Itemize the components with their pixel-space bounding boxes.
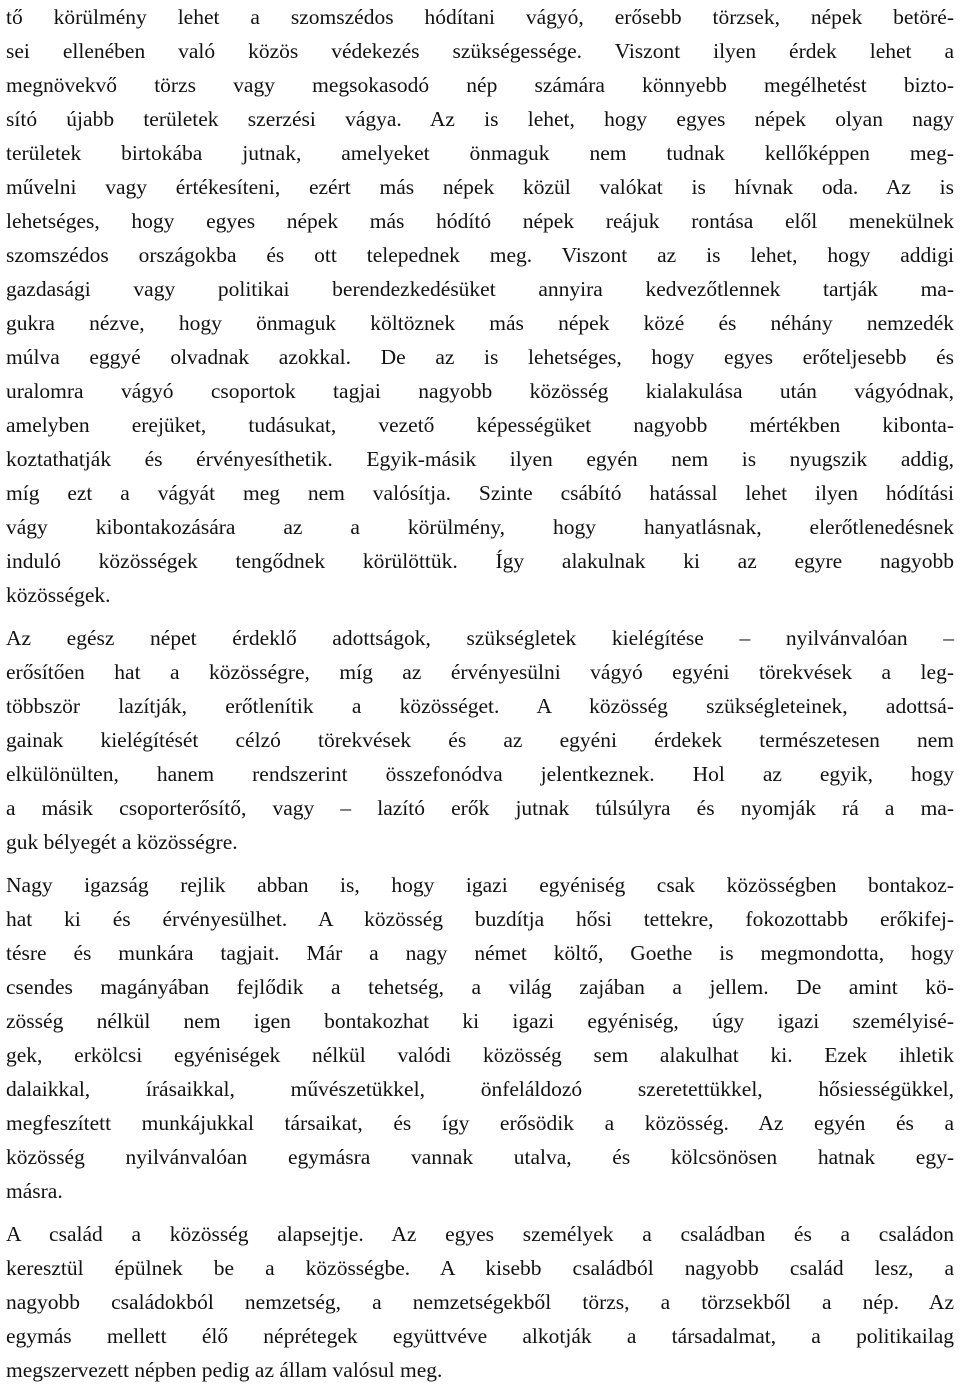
text-line: uralomra vágyó csoportok tagjai nagyobb közösség kialakulása után vágyódnak, bbox=[6, 379, 954, 403]
paragraph-spacing bbox=[6, 612, 954, 621]
text-line: Nagy igazság rejlik abban is, hogy igazi egyéniség csak közösségben bontakoz- bbox=[6, 873, 954, 897]
paragraph-spacing bbox=[6, 859, 954, 868]
text-line: koztathatják és érvényesíthetik. Egyik-másik ilyen egyén nem is nyugszik addig, bbox=[6, 447, 954, 471]
text-line: közösség nyilvánvalóan egymásra vannak utalva, és kölcsönösen hatnak egy- bbox=[6, 1145, 954, 1169]
text-line: A család a közösség alapsejtje. Az egyes személyek a családban és a családon bbox=[6, 1222, 954, 1246]
paragraph-1 bbox=[6, 0, 954, 612]
text-line: zösség nélkül nem igen bontakozhat ki igazi egyéniség, úgy igazi személyisé- bbox=[6, 1009, 954, 1033]
text-line: megnövekvő törzs vagy megsokasodó nép számára könnyebb megélhetést bizto- bbox=[6, 73, 954, 97]
text-line: sító újabb területek szerzési vágya. Az is lehet, hogy egyes népek olyan nagy bbox=[6, 107, 954, 131]
paragraph-spacing bbox=[6, 1208, 954, 1217]
text-line: többször lazítják, erőtlenítik a közösséget. A közösség szükségleteinek, adottsá- bbox=[6, 694, 954, 718]
text-line: keresztül épülnek be a közösségbe. A kisebb családból nagyobb család lesz, a bbox=[6, 1256, 954, 1280]
text-line: dalaikkal, írásaikkal, művészetükkel, önfeláldozó szeretettükkel, hősiességükkel, bbox=[6, 1077, 954, 1101]
text-line: tésre és munkára tagjait. Már a nagy német költő, Goethe is megmondotta, hogy bbox=[6, 941, 954, 965]
text-line: gukra nézve, hogy önmaguk költöznek más népek közé és néhány nemzedék bbox=[6, 311, 954, 335]
text-line: elkülönülten, hanem rendszerint összefonódva jelentkeznek. Hol az egyik, hogy bbox=[6, 762, 954, 786]
text-line: másra. bbox=[6, 1179, 63, 1203]
text-line: területek birtokába jutnak, amelyeket önmaguk nem tudnak kellőképpen meg- bbox=[6, 141, 954, 165]
text-line: gainak kielégítését célzó törekvések és az egyéni érdekek természetesen nem bbox=[6, 728, 954, 752]
text-line: szomszédos országokba és ott telepednek meg. Viszont az is lehet, hogy addigi bbox=[6, 243, 954, 267]
text-line: hat ki és érvényesülhet. A közösség buzdítja hősi tettekre, fokozottabb erőkifej- bbox=[6, 907, 954, 931]
text-line: vágy kibontakozására az a körülmény, hogy hanyatlásnak, elerőtlenedésnek bbox=[6, 515, 954, 539]
text-line: guk bélyegét a közösségre. bbox=[6, 830, 238, 854]
text-line: induló közösségek tengődnek körülöttük. Így alakulnak ki az egyre nagyobb bbox=[6, 549, 954, 573]
text-line: lehetséges, hogy egyes népek más hódító népek reájuk rontása elől menekülnek bbox=[6, 209, 954, 233]
text-line: egymás mellett élő néprétegek együttvéve alkotják a társadalmat, a politikailag bbox=[6, 1324, 954, 1348]
text-line: tő körülmény lehet a szomszédos hódítani vágyó, erősebb törzsek, népek betöré- bbox=[6, 5, 954, 29]
text-line: megszervezett népben pedig az állam valósul meg. bbox=[6, 1358, 443, 1382]
text-line: csendes magányában fejlődik a tehetség, a világ zajában a jellem. De amint kö- bbox=[6, 975, 954, 999]
paragraph-2 bbox=[6, 621, 954, 859]
text-line: gazdasági vagy politikai berendezkedésüket annyira kedvezőtlennek tartják ma- bbox=[6, 277, 954, 301]
document-page bbox=[6, 0, 954, 1387]
paragraph-3 bbox=[6, 868, 954, 1208]
text-line: közösségek. bbox=[6, 583, 111, 607]
text-line: művelni vagy értékesíteni, ezért más népek közül valókat is hívnak oda. Az is bbox=[6, 175, 954, 199]
text-line: Az egész népet érdeklő adottságok, szükségletek kielégítése – nyilvánvalóan – bbox=[6, 626, 954, 650]
paragraph-4 bbox=[6, 1217, 954, 1387]
text-line: gek, erkölcsi egyéniségek nélkül valódi közösség sem alakulhat ki. Ezek ihletik bbox=[6, 1043, 954, 1067]
text-line: nagyobb családokból nemzetség, a nemzetségekből törzs, a törzsekből a nép. Az bbox=[6, 1290, 954, 1314]
text-line: erősítően hat a közösségre, míg az érvényesülni vágyó egyéni törekvések a leg- bbox=[6, 660, 954, 684]
text-line: sei ellenében való közös védekezés szükségessége. Viszont ilyen érdek lehet a bbox=[6, 39, 954, 63]
text-line: míg ezt a vágyát meg nem valósítja. Szinte csábító hatással lehet ilyen hódítási bbox=[6, 481, 954, 505]
text-line: amelyben erejüket, tudásukat, vezető képességüket nagyobb mértékben kibonta- bbox=[6, 413, 954, 437]
text-line: megfeszített munkájukkal társaikat, és így erősödik a közösség. Az egyén és a bbox=[6, 1111, 954, 1135]
text-line: múlva eggyé olvadnak azokkal. De az is lehetséges, hogy egyes erőteljesebb és bbox=[6, 345, 954, 369]
text-line: a másik csoporterősítő, vagy – lazító erők jutnak túlsúlyra és nyomják rá a ma- bbox=[6, 796, 954, 820]
